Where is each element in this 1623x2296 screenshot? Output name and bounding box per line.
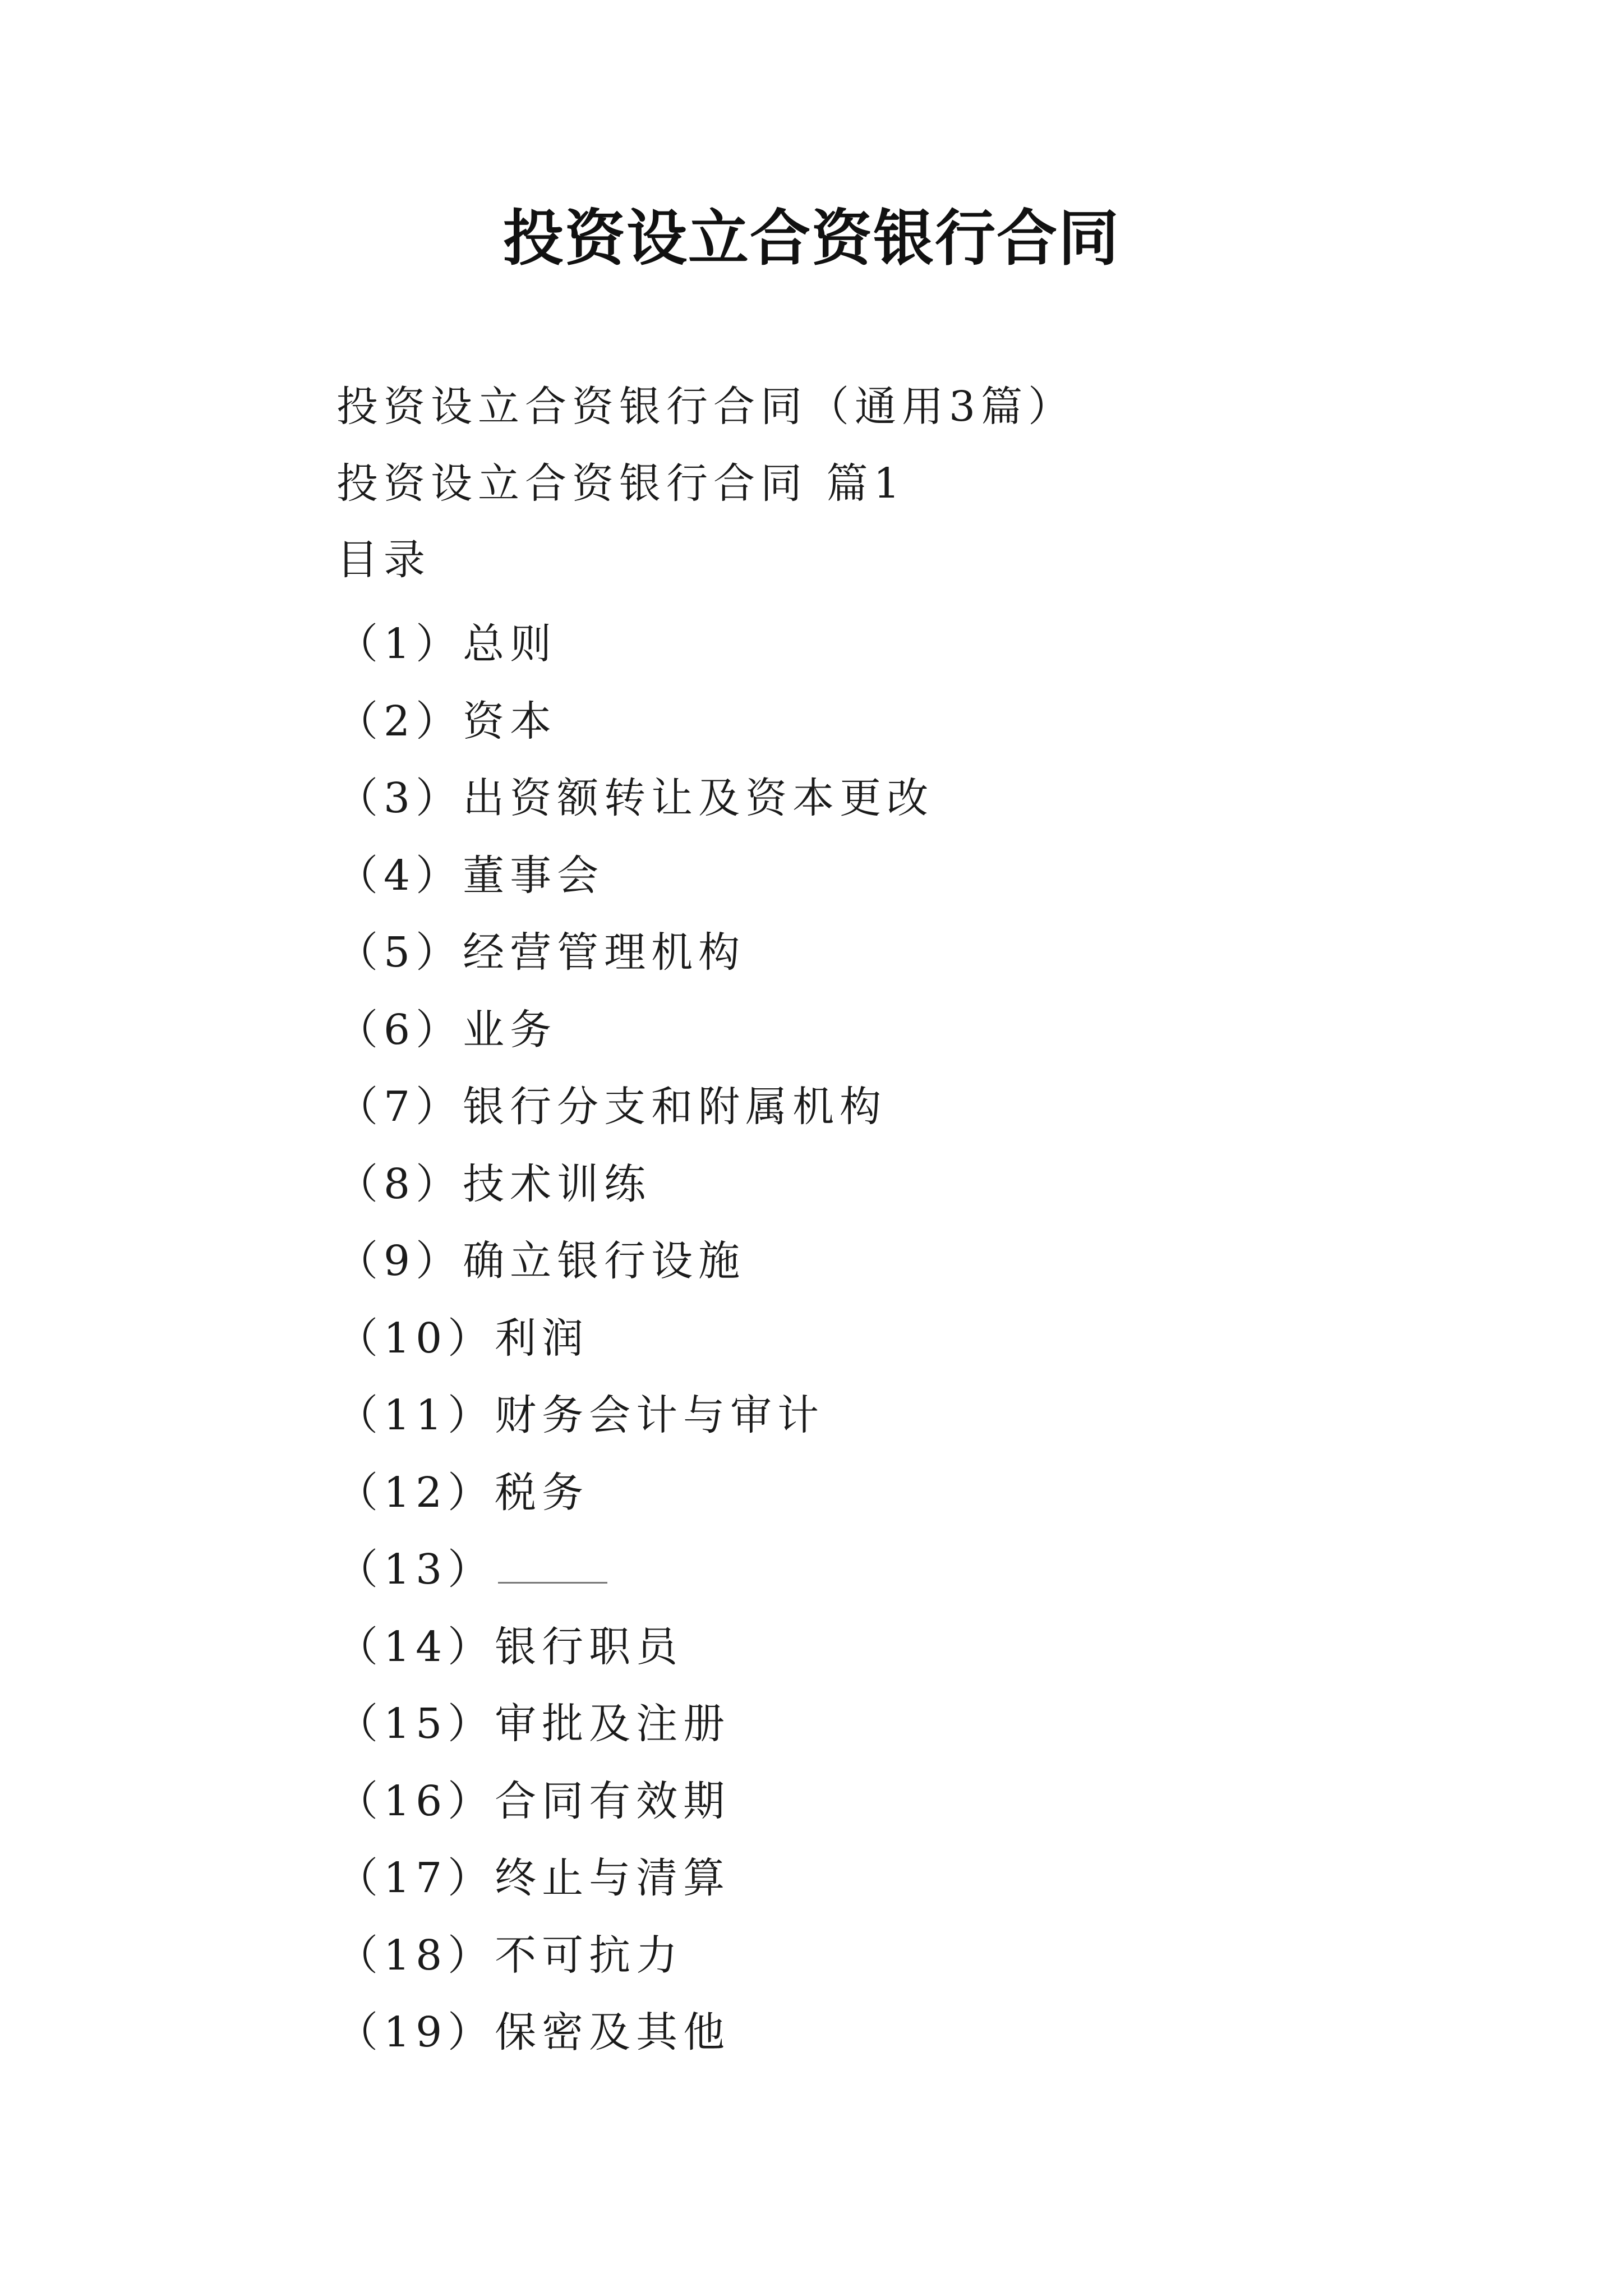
toc-item bbox=[336, 924, 934, 1002]
toc-item-label: （4）董事会 bbox=[336, 851, 605, 900]
toc-item bbox=[336, 1850, 934, 1927]
toc-item-label: （19）保密及其他 bbox=[336, 2008, 731, 2056]
document-title: 投资设立合资银行合同 bbox=[502, 203, 1120, 274]
toc-item bbox=[336, 1002, 934, 1079]
toc-item bbox=[336, 1079, 934, 1156]
toc-item-label: （14）银行职员 bbox=[336, 1622, 684, 1671]
toc-item-label: （5）经营管理机构 bbox=[336, 928, 746, 977]
blank-underline bbox=[498, 1543, 607, 1584]
toc-item-label: （12）税务 bbox=[336, 1468, 589, 1517]
toc-item-label: （3）出资额转让及资本更改 bbox=[336, 774, 934, 822]
toc-item bbox=[336, 1156, 934, 1234]
document-subtitle: 投资设立合资银行合同（通用3篇） bbox=[336, 383, 1076, 431]
toc-item-label: （13） bbox=[336, 1545, 495, 1594]
toc-item bbox=[336, 1696, 934, 1773]
toc-item bbox=[336, 1310, 934, 1388]
toc-item-label: （17）终止与清算 bbox=[336, 1854, 731, 1902]
toc-item bbox=[336, 693, 934, 771]
toc-item bbox=[336, 770, 934, 848]
toc-item bbox=[336, 1387, 934, 1465]
toc-item-label: （6）业务 bbox=[336, 1005, 557, 1054]
toc-item bbox=[336, 1927, 934, 2005]
toc-item bbox=[336, 1465, 934, 1542]
toc-item-label: （10）利润 bbox=[336, 1314, 589, 1363]
toc-item bbox=[336, 1542, 934, 1619]
toc-item-label: （2）资本 bbox=[336, 697, 557, 746]
toc-item bbox=[336, 1619, 934, 1696]
toc-item-label: （11）财务会计与审计 bbox=[336, 1391, 825, 1439]
toc-item bbox=[336, 616, 934, 693]
toc-item bbox=[336, 1773, 934, 1851]
toc-item bbox=[336, 1233, 934, 1310]
table-of-contents bbox=[336, 616, 934, 2082]
toc-item-label: （16）合同有效期 bbox=[336, 1777, 731, 1825]
toc-item-label: （15）审批及注册 bbox=[336, 1700, 731, 1748]
toc-item bbox=[336, 2004, 934, 2082]
toc-item-label: （18）不可抗力 bbox=[336, 1931, 684, 1980]
section-heading: 投资设立合资银行合同 篇1 bbox=[336, 459, 906, 508]
toc-item-label: （8）技术训练 bbox=[336, 1159, 652, 1208]
toc-item-label: （9）确立银行设施 bbox=[336, 1237, 746, 1285]
toc-heading: 目录 bbox=[336, 536, 431, 584]
toc-item bbox=[336, 848, 934, 925]
toc-item-label: （1）总则 bbox=[336, 620, 557, 668]
toc-item-label: （7）银行分支和附属机构 bbox=[336, 1083, 887, 1131]
